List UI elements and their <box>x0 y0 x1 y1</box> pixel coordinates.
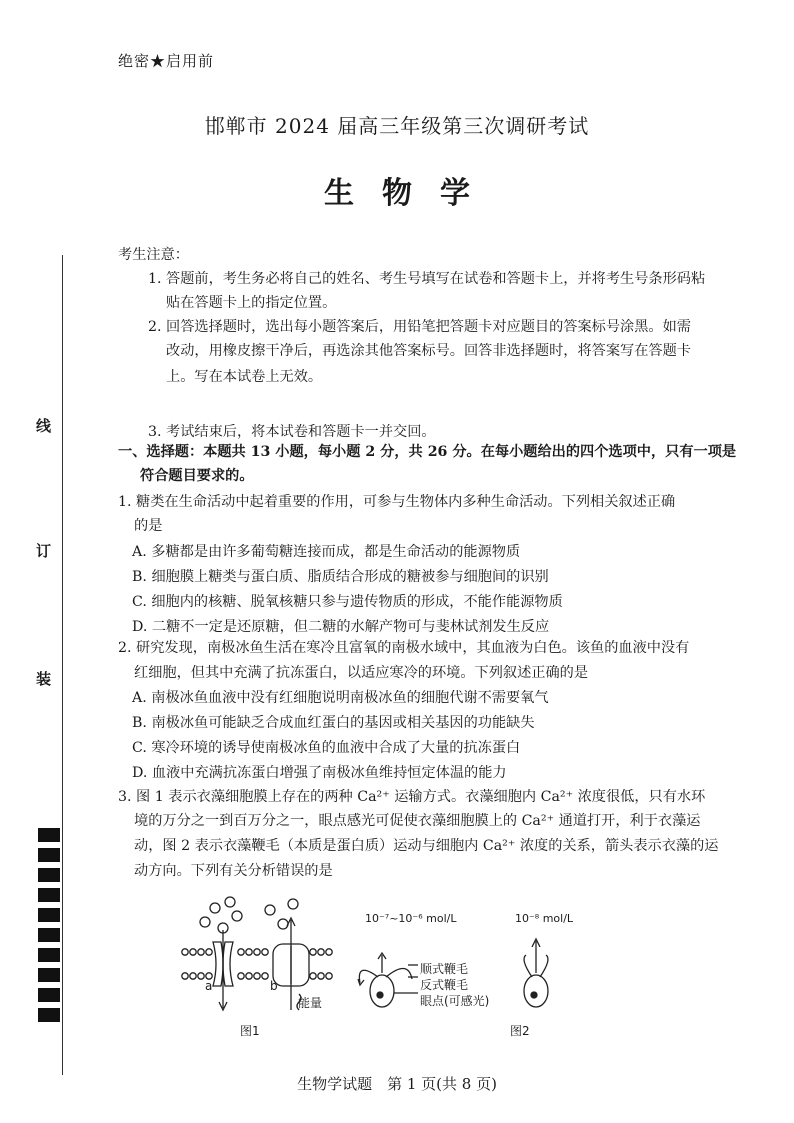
binding-line <box>62 255 63 1075</box>
section-heading-line1: 一、选择题：本题共 13 小题，每小题 2 分，共 26 分。在每小题给出的四个选项中，只有一项是 <box>118 444 737 460</box>
q3-stem-line3: 动，图 2 表示衣藻鞭毛（本质是蛋白质）运动与细胞内 Ca²⁺ 浓度的关系，箭头表示衣藻的运 <box>134 838 719 854</box>
notice-line-2: 贴在答题卡上的指定位置。 <box>166 295 337 311</box>
q2-stem-line2: 红细胞，但其中充满了抗冻蛋白，以适应寒冷的环境。下列叙述正确的是 <box>134 665 589 681</box>
q1-option-a: A. 多糖都是由许多葡萄糖连接而成，都是生命活动的能源物质 <box>132 544 521 560</box>
notice-line-6: 3. 考试结束后，将本试卷和答题卡一并交回。 <box>148 424 436 440</box>
q1-option-c: C. 细胞内的核糖、脱氧核糖只参与遗传物质的形成，不能作能源物质 <box>132 594 563 610</box>
figure-2-caption: 图2 <box>510 1024 530 1038</box>
notice-line-1: 1. 答题前，考生务必将自己的姓名、考生号填写在试卷和答题卡上，并将考生号条形码粘 <box>148 271 706 287</box>
binding-label-ding: 订 <box>36 542 52 560</box>
q1-option-b: B. 细胞膜上糖类与蛋白质、脂质结合形成的糖被参与细胞间的识别 <box>132 569 549 585</box>
figure-2-label-trans-flagellum: 反式鞭毛 <box>420 978 469 992</box>
notice-line-5: 上。写在本试卷上无效。 <box>166 369 323 385</box>
q3-stem-line4: 动方向。下列有关分析错误的是 <box>134 863 333 879</box>
q2-stem-line1: 2. 研究发现，南极冰鱼生活在寒冷且富氧的南极水域中，其血液为白色。该鱼的血液中没有 <box>118 640 690 656</box>
q3-stem-line1: 3. 图 1 表示衣藻细胞膜上存在的两种 Ca²⁺ 运输方式。衣藻细胞内 Ca²⁺ 浓度很低，只有水环 <box>118 789 706 805</box>
secret-mark: 绝密★启用前 <box>118 52 215 70</box>
notice-line-4: 改动，用橡皮擦干净后，再选涂其他答案标号。回答非选择题时，将答案写在答题卡 <box>166 343 691 359</box>
subject-title: 生物学 <box>324 176 498 211</box>
figure-1-label-energy: 能量 <box>298 996 323 1010</box>
figure-1-label-a: a <box>205 979 213 993</box>
q1-stem-line1: 1. 糖类在生命活动中起着重要的作用，可参与生物体内多种生命活动。下列相关叙述正确 <box>118 494 676 510</box>
notice-line-3: 2. 回答选择题时，选出每小题答案后，用铅笔把答题卡对应题目的答案标号涂黑。如需 <box>148 319 691 335</box>
section-heading-line2: 符合题目要求的。 <box>140 468 254 484</box>
q1-option-d: D. 二糖不一定是还原糖，但二糖的水解产物可与斐林试剂发生反应 <box>132 619 550 635</box>
q1-stem-line2: 的是 <box>134 518 163 534</box>
figure-1-label-b: b <box>270 979 278 993</box>
q2-option-a: A. 南极冰鱼血液中没有红细胞说明南极冰鱼的细胞代谢不需要氧气 <box>132 690 549 706</box>
figure-2-conc-1: 10⁻⁷~10⁻⁶ mol/L <box>365 912 457 925</box>
figure-2-conc-2: 10⁻⁸ mol/L <box>515 912 574 925</box>
q2-option-d: D. 血液中充满抗冻蛋白增强了南极冰鱼维持恒定体温的能力 <box>132 765 507 781</box>
figure-2-label-eyespot: 眼点(可感光) <box>420 994 490 1008</box>
figure-1-caption: 图1 <box>240 1024 260 1038</box>
figure-1-diagram <box>175 890 355 1040</box>
notice-heading: 考生注意： <box>118 247 189 263</box>
barcode-strip <box>38 828 60 1058</box>
page-footer: 生物学试题 第 1 页(共 8 页) <box>297 1075 497 1093</box>
binding-label-xian: 线 <box>36 417 52 435</box>
q2-option-c: C. 寒冷环境的诱导使南极冰鱼的血液中合成了大量的抗冻蛋白 <box>132 740 521 756</box>
exam-title: 邯郸市 2024 届高三年级第三次调研考试 <box>204 114 590 138</box>
q2-option-b: B. 南极冰鱼可能缺乏合成血红蛋白的基因或相关基因的功能缺失 <box>132 715 535 731</box>
figure-2-label-cis-flagellum: 顺式鞭毛 <box>420 962 469 976</box>
q3-stem-line2: 境的万分之一到百万分之一，眼点感光可促使衣藻细胞膜上的 Ca²⁺ 通道打开，利于衣藻运 <box>134 813 701 829</box>
binding-label-zhuang: 装 <box>36 670 52 688</box>
